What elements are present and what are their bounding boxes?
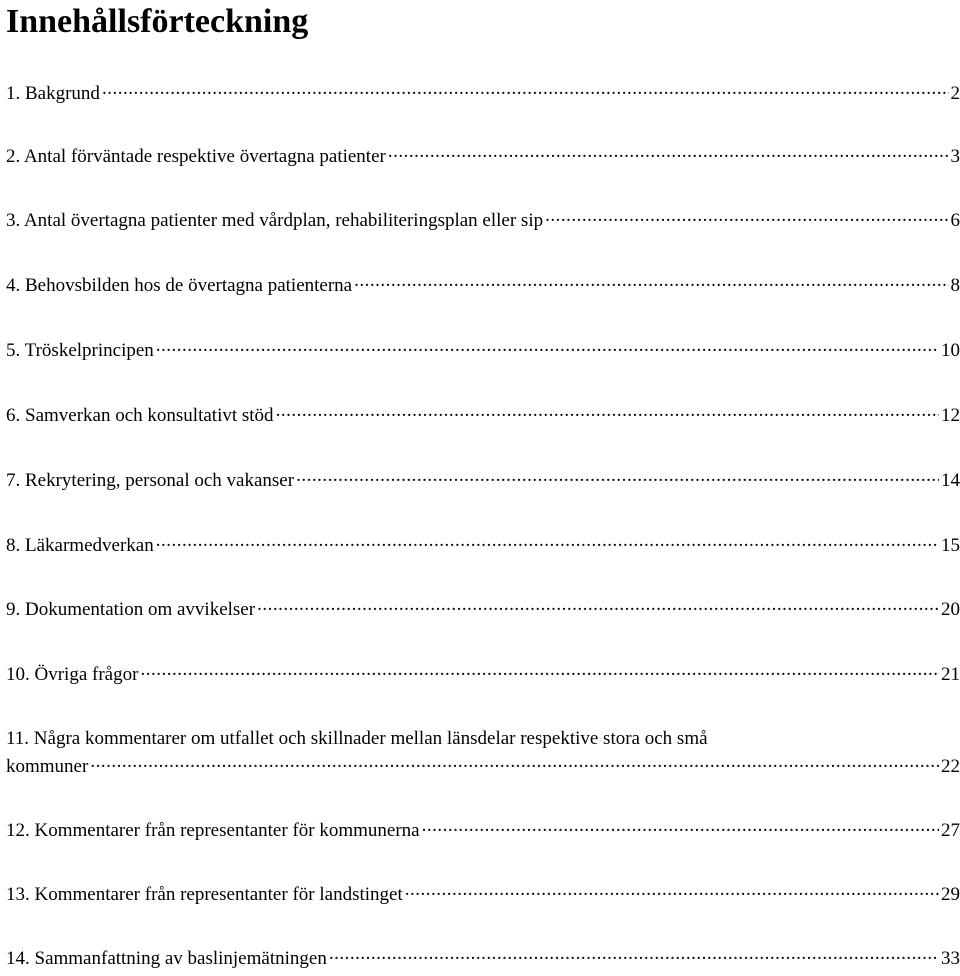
toc-entry-7[interactable] (6, 467, 960, 495)
toc-entry-3[interactable] (6, 207, 960, 235)
toc-entry-label (6, 661, 138, 689)
toc-entry-page: 12 (941, 405, 960, 426)
toc-entry-number: 10. (6, 664, 30, 685)
toc-entry-page: 29 (941, 884, 960, 905)
toc-entry-14[interactable] (6, 945, 960, 973)
toc-entry-number: 5. (6, 340, 21, 361)
dot-leader (354, 272, 948, 291)
toc-entry-6[interactable] (6, 402, 960, 430)
toc-entry-number: 11. (6, 728, 30, 749)
toc-entry-number: 1. (6, 83, 21, 104)
toc-entry-8[interactable] (6, 532, 960, 560)
toc-entry-label (6, 596, 255, 624)
toc-entry-text: Läkarmedverkan (25, 535, 154, 556)
toc-entry-page: 22 (941, 756, 960, 777)
toc-entry-text: Antal övertagna patienter med vårdplan, rehabiliteringsplan eller sip (23, 210, 544, 231)
toc-entry-9[interactable] (6, 596, 960, 624)
toc-entry-12[interactable] (6, 817, 960, 845)
dot-leader (102, 80, 949, 99)
toc-entry-number: 12. (6, 820, 30, 841)
toc-entry-text: Övriga frågor (34, 664, 139, 685)
toc-entry-label (6, 337, 154, 365)
toc-entry-page: 33 (941, 948, 960, 969)
dot-leader (388, 143, 949, 162)
toc-entry-1[interactable] (6, 80, 960, 108)
dot-leader (296, 467, 939, 486)
dot-leader (276, 402, 939, 421)
toc-entry-text-line2: kommuner (6, 756, 89, 777)
toc-entry-text: Sammanfattning av baslinjemätningen (34, 948, 327, 969)
toc-entry-2[interactable] (6, 143, 960, 171)
toc-entry-text: Kommentarer från representanter för landstinget (34, 884, 403, 905)
toc-entry-text: Samverkan och konsultativt stöd (25, 405, 274, 426)
toc-entry-page: 8 (950, 275, 960, 296)
toc-entry-label-line1 (6, 725, 960, 753)
dot-leader (545, 207, 948, 226)
toc-entry-text: Dokumentation om avvikelser (25, 599, 256, 620)
toc-entry-page: 20 (941, 599, 960, 620)
toc-entry-label (6, 467, 294, 495)
toc-entry-text: Bakgrund (25, 83, 100, 104)
toc-entry-page: 15 (941, 535, 960, 556)
toc-entry-label (6, 207, 543, 235)
toc-entry-page: 21 (941, 664, 960, 685)
toc-entry-number: 9. (6, 599, 21, 620)
toc-entry-5[interactable] (6, 337, 960, 365)
toc-entry-page: 3 (950, 146, 960, 167)
toc-entry-text: Tröskelprincipen (24, 340, 154, 361)
toc-entry-page: 2 (950, 83, 960, 104)
toc-entry-label (6, 817, 420, 845)
toc-entry-label (6, 532, 154, 560)
dot-leader (422, 817, 939, 836)
toc-entry-label (6, 945, 327, 973)
dot-leader (257, 596, 939, 615)
toc-entry-label (6, 402, 274, 430)
toc-entry-text: Kommentarer från representanter för kommunerna (34, 820, 420, 841)
toc-entry-text: Behovsbilden hos de övertagna patienterna (25, 275, 353, 296)
toc-entry-11[interactable] (6, 725, 960, 781)
toc-entry-text: Några kommentarer om utfallet och skillnader mellan länsdelar respektive stora och små (33, 728, 708, 749)
dot-leader (90, 753, 939, 772)
dot-leader (156, 337, 939, 356)
toc-entry-label (6, 80, 100, 108)
toc-entry-number: 7. (6, 470, 21, 491)
toc-entry-number: 3. (6, 210, 21, 231)
toc-entry-number: 8. (6, 535, 21, 556)
toc-entry-page: 6 (950, 210, 960, 231)
toc-entry-10[interactable] (6, 661, 960, 689)
toc-entry-label (6, 272, 352, 300)
dot-leader (405, 881, 939, 900)
toc-entry-number: 6. (6, 405, 21, 426)
dot-leader (329, 945, 939, 964)
toc-entry-page: 27 (941, 820, 960, 841)
toc-entry-4[interactable] (6, 272, 960, 300)
toc-entry-text: Antal förväntade respektive övertagna patienter (23, 146, 386, 167)
toc-entry-label (6, 881, 403, 909)
toc-entry-text: Rekrytering, personal och vakanser (25, 470, 295, 491)
page-title: Innehållsförteckning (6, 3, 309, 40)
toc-entry-13[interactable] (6, 881, 960, 909)
toc-entry-number: 13. (6, 884, 30, 905)
toc-entry-label (6, 143, 386, 171)
toc-entry-page: 10 (941, 340, 960, 361)
toc-entry-number: 2. (6, 146, 21, 167)
toc-entry-number: 14. (6, 948, 30, 969)
dot-leader (156, 532, 939, 551)
toc-entry-page: 14 (941, 470, 960, 491)
toc-entry-number: 4. (6, 275, 21, 296)
dot-leader (140, 661, 939, 680)
